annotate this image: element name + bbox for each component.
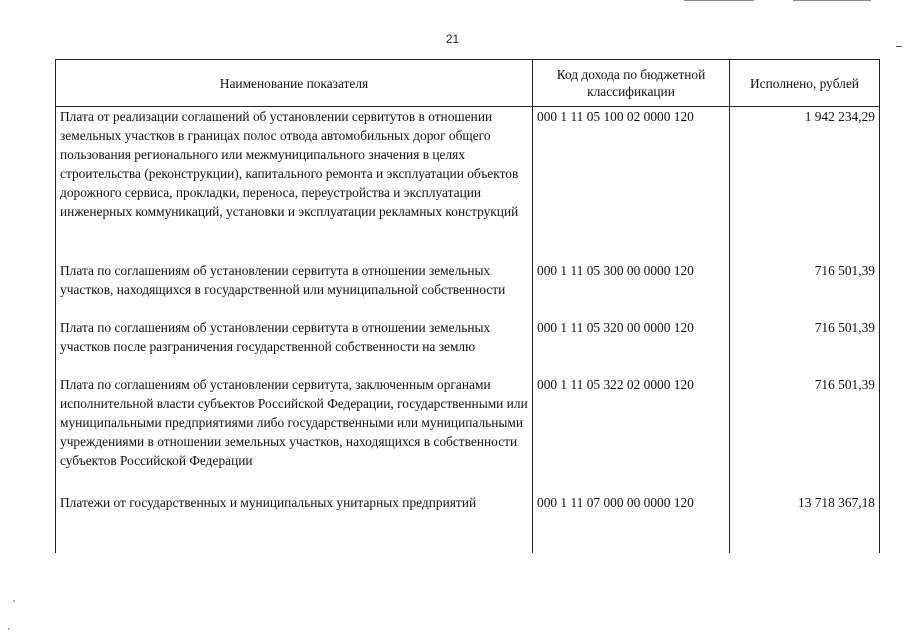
scan-artifact-line <box>896 46 902 47</box>
scan-artifact-dot <box>13 600 15 602</box>
row-executed-amount: 1 942 234,29 <box>730 107 880 262</box>
page-number: 21 <box>445 32 460 46</box>
table-row <box>56 318 880 375</box>
header-indicator-name: Наименование показателя <box>56 60 533 107</box>
row-executed-amount: 716 501,39 <box>730 261 880 318</box>
row-indicator-name: Платежи от государственных и муниципальных унитарных предприятий <box>56 493 533 553</box>
row-revenue-code: 000 1 11 07 000 00 0000 120 <box>533 493 730 553</box>
row-revenue-code: 000 1 11 05 322 02 0000 120 <box>533 375 730 493</box>
row-indicator-name: Плата по соглашениям об установлении сервитута в отношении земельных участков после разграничения государственной собственности на землю <box>56 318 533 375</box>
table-row <box>56 375 880 493</box>
header-executed-amount: Исполнено, рублей <box>730 60 880 107</box>
header-revenue-code: Код дохода по бюджетной классификации <box>533 60 730 107</box>
row-revenue-code: 000 1 11 05 100 02 0000 120 <box>533 107 730 262</box>
row-executed-amount: 716 501,39 <box>730 318 880 375</box>
table-row <box>56 493 880 553</box>
row-executed-amount: 716 501,39 <box>730 375 880 493</box>
row-revenue-code: 000 1 11 05 300 00 0000 120 <box>533 261 730 318</box>
row-executed-amount: 13 718 367,18 <box>730 493 880 553</box>
row-revenue-code: 000 1 11 05 320 00 0000 120 <box>533 318 730 375</box>
table-header-row <box>56 60 880 107</box>
table-row <box>56 107 880 262</box>
row-indicator-name: Плата по соглашениям об установлении сервитута в отношении земельных участков, находящихся в государственной или муниципальной собственности <box>56 261 533 318</box>
scan-artifact-line <box>684 0 754 1</box>
scan-artifact-line <box>793 0 871 1</box>
revenue-table <box>55 59 880 553</box>
scan-artifact-dot <box>8 628 10 630</box>
row-indicator-name: Плата от реализации соглашений об установлении сервитутов в отношении земельных участков в границах полос отвода автомобильных дорог общего пользования регионального или межмуниципального значения в целях строительства (реконструкции), капитального ремонта и эксплуатации объектов дорожного сервиса, прокладки, переноса, переустройства и эксплуатации инженерных коммуникаций, установки и эксплуатации рекламных конструкций <box>56 107 533 262</box>
row-indicator-name: Плата по соглашениям об установлении сервитута, заключенным органами исполнительной власти субъектов Российской Федерации, государственными или муниципальными предприятиями либо государственными или муниципальными учреждениями в отношении земельных участков, находящихся в собственности субъектов Российской Федерации <box>56 375 533 493</box>
table-row <box>56 261 880 318</box>
